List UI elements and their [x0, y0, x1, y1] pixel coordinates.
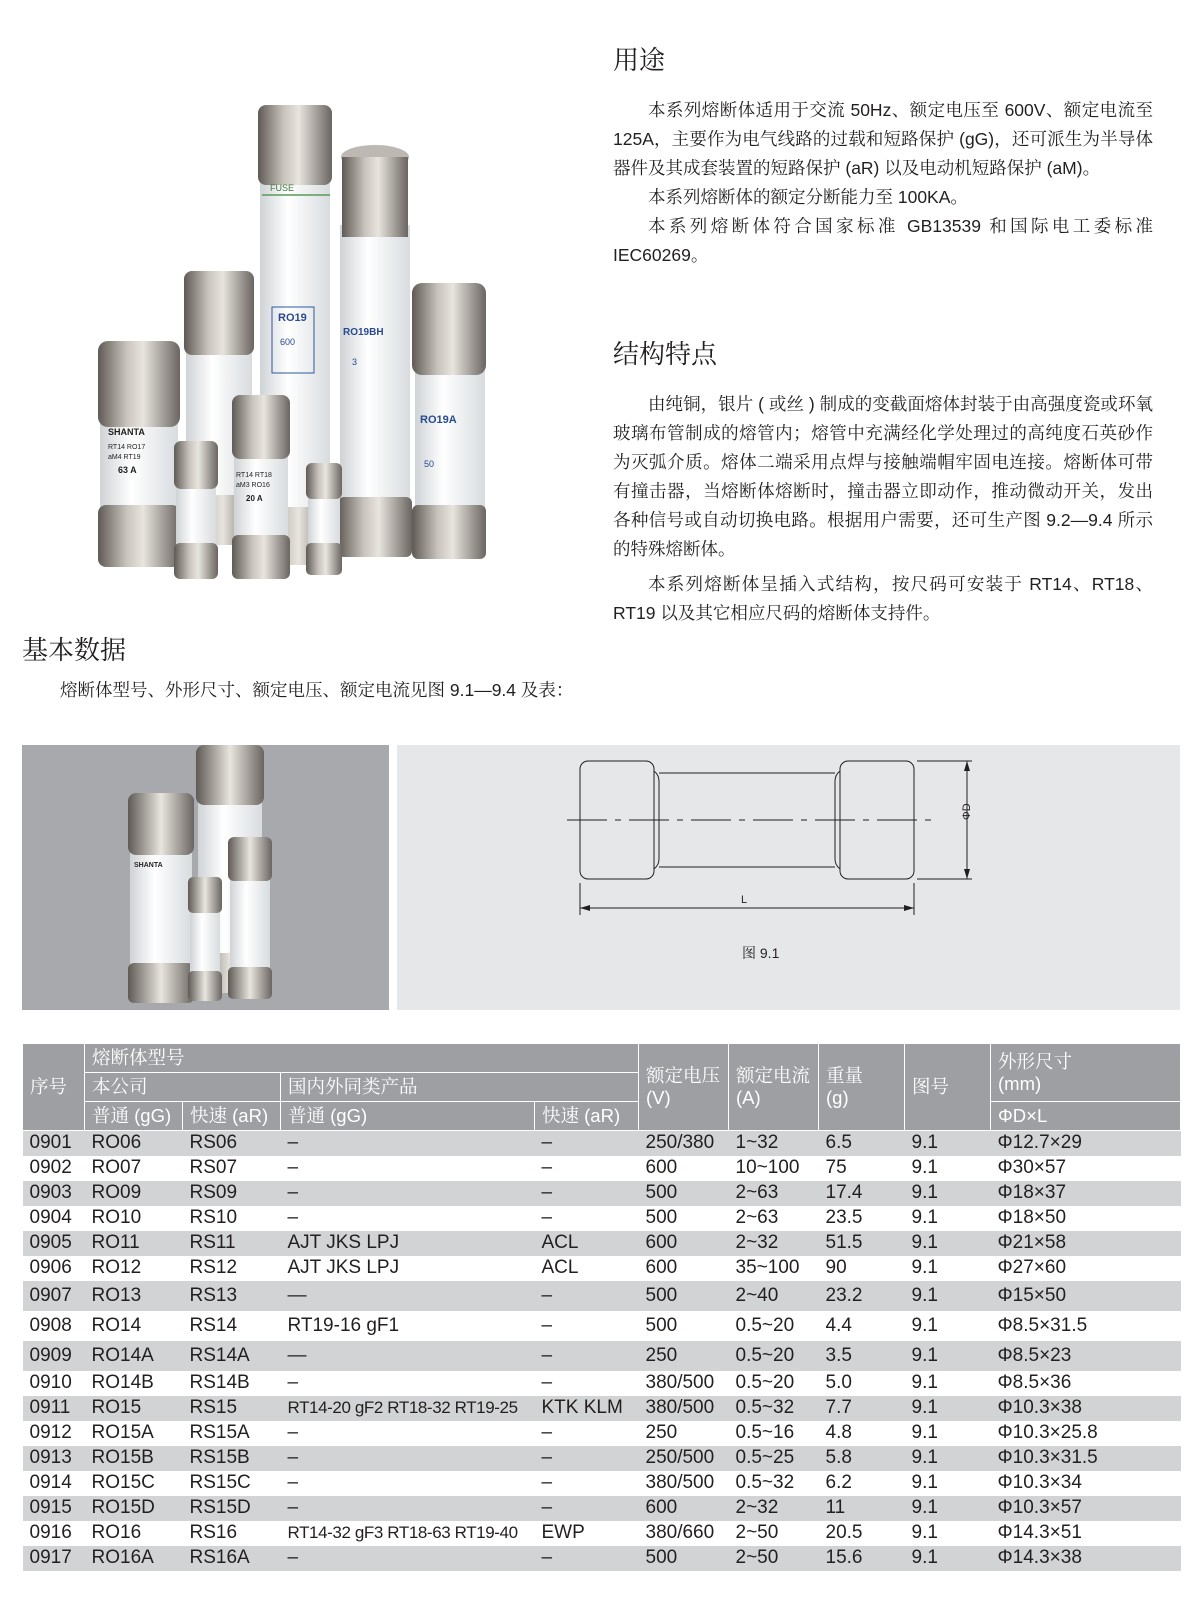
ro19a-label: RO19A	[420, 414, 457, 426]
cell-model-ar: RS09	[183, 1181, 281, 1206]
table-row	[23, 1471, 1181, 1496]
cell-model-gg: RO16A	[85, 1546, 183, 1571]
cell-model-ar: RS14A	[183, 1341, 281, 1371]
structure-paragraph: 本系列熔断体呈插入式结构，按尺码可安装于 RT14、RT18、RT19 以及其它相应尺码的熔断体支持件。	[613, 574, 1153, 623]
mid-amp: 20 A	[246, 494, 263, 503]
cell-domestic-gg: –	[281, 1131, 535, 1156]
cell-model-gg: RO15B	[85, 1446, 183, 1471]
cell-voltage: 500	[639, 1546, 729, 1571]
big-line1: RT14 RO17	[108, 444, 146, 451]
cell-seq: 0916	[23, 1521, 85, 1546]
cell-figure: 9.1	[905, 1421, 991, 1446]
table-row	[23, 1371, 1181, 1396]
cell-domestic-gg: AJT JKS LPJ	[281, 1231, 535, 1256]
usage-text	[613, 96, 1153, 270]
cell-domestic-ar: ACL	[535, 1256, 639, 1281]
basic-data-title: 基本数据	[22, 635, 127, 665]
cell-model-gg: RO14A	[85, 1341, 183, 1371]
cell-figure: 9.1	[905, 1181, 991, 1206]
cell-model-ar: RS15C	[183, 1471, 281, 1496]
cell-current: 2~50	[729, 1521, 819, 1546]
cell-voltage: 600	[639, 1231, 729, 1256]
cell-model-gg: RO15A	[85, 1421, 183, 1446]
cell-current: 1~32	[729, 1131, 819, 1156]
cell-seq: 0905	[23, 1231, 85, 1256]
cell-current: 0.5~20	[729, 1371, 819, 1396]
cell-weight: 23.2	[819, 1281, 905, 1311]
header-voltage: 额定电压 (V)	[639, 1044, 729, 1131]
cell-voltage: 600	[639, 1156, 729, 1181]
cell-figure: 9.1	[905, 1256, 991, 1281]
cell-weight: 3.5	[819, 1341, 905, 1371]
fuse-ro19a	[412, 283, 486, 559]
cell-dims: Φ10.3×25.8	[991, 1421, 1181, 1446]
cell-figure: 9.1	[905, 1206, 991, 1231]
header-current: 额定电流 (A)	[729, 1044, 819, 1131]
cell-dims: Φ10.3×31.5	[991, 1446, 1181, 1471]
cell-weight: 90	[819, 1256, 905, 1281]
product-photo-fuses	[90, 95, 510, 595]
cell-figure: 9.1	[905, 1281, 991, 1311]
cell-current: 2~32	[729, 1496, 819, 1521]
ro19bh-amp: 3	[352, 357, 358, 367]
table-row	[23, 1156, 1181, 1181]
structure-text	[613, 390, 1153, 628]
cell-seq: 0914	[23, 1471, 85, 1496]
figure-brand-label: SHANTA	[134, 862, 163, 869]
cell-seq: 0902	[23, 1156, 85, 1181]
cell-current: 0.5~32	[729, 1396, 819, 1421]
cell-model-ar: RS15A	[183, 1421, 281, 1446]
cell-domestic-ar: ACL	[535, 1231, 639, 1256]
cell-figure: 9.1	[905, 1396, 991, 1421]
cell-voltage: 250	[639, 1421, 729, 1446]
table-row	[23, 1181, 1181, 1206]
header-dims: 外形尺寸 (mm)	[991, 1044, 1181, 1102]
cell-domestic-ar: –	[535, 1341, 639, 1371]
cell-voltage: 250/500	[639, 1446, 729, 1471]
cell-model-ar: RS16	[183, 1521, 281, 1546]
cell-figure: 9.1	[905, 1341, 991, 1371]
header-domestic-ar: 快速 (aR)	[535, 1102, 639, 1131]
cell-seq: 0907	[23, 1281, 85, 1311]
cell-dims: Φ12.7×29	[991, 1131, 1181, 1156]
cell-voltage: 600	[639, 1496, 729, 1521]
mid-line1: RT14 RT18	[236, 472, 272, 479]
cell-seq: 0903	[23, 1181, 85, 1206]
cell-model-gg: RO14B	[85, 1371, 183, 1396]
cell-weight: 75	[819, 1156, 905, 1181]
cell-domestic-ar: –	[535, 1206, 639, 1231]
cell-voltage: 380/500	[639, 1471, 729, 1496]
cell-weight: 23.5	[819, 1206, 905, 1231]
cell-dims: Φ10.3×38	[991, 1396, 1181, 1421]
cell-voltage: 500	[639, 1181, 729, 1206]
header-domestic: 国内外同类产品	[281, 1073, 639, 1102]
cell-current: 0.5~20	[729, 1311, 819, 1341]
ro19-label: RO19	[278, 312, 307, 324]
header-weight: 重量 (g)	[819, 1044, 905, 1131]
cell-domestic-ar: –	[535, 1471, 639, 1496]
cell-weight: 15.6	[819, 1546, 905, 1571]
table-row	[23, 1281, 1181, 1311]
cell-voltage: 250/380	[639, 1131, 729, 1156]
cell-dims: Φ21×58	[991, 1231, 1181, 1256]
cell-model-gg: RO13	[85, 1281, 183, 1311]
cell-dims: Φ14.3×38	[991, 1546, 1181, 1571]
fuse-outline-diagram	[397, 745, 1180, 1010]
cell-voltage: 500	[639, 1311, 729, 1341]
cell-current: 2~63	[729, 1181, 819, 1206]
cell-weight: 11	[819, 1496, 905, 1521]
cell-domestic-gg: RT14-20 gF2 RT18-32 RT19-25	[281, 1396, 535, 1421]
cell-model-ar: RS15B	[183, 1446, 281, 1471]
ro19bh-label: RO19BH	[343, 327, 384, 338]
cell-current: 35~100	[729, 1256, 819, 1281]
cell-domestic-gg: RT19-16 gF1	[281, 1311, 535, 1341]
cell-weight: 5.0	[819, 1371, 905, 1396]
cell-dims: Φ27×60	[991, 1256, 1181, 1281]
cell-domestic-ar: –	[535, 1131, 639, 1156]
cell-dims: Φ8.5×23	[991, 1341, 1181, 1371]
cell-voltage: 250	[639, 1341, 729, 1371]
cell-model-ar: RS16A	[183, 1546, 281, 1571]
cell-dims: Φ18×50	[991, 1206, 1181, 1231]
cell-model-ar: RS07	[183, 1156, 281, 1181]
cell-domestic-ar: –	[535, 1446, 639, 1471]
usage-paragraph: 本系列熔断体的额定分断能力至 100KA。	[648, 187, 968, 207]
brand-label: SHANTA	[108, 427, 145, 437]
cell-current: 2~50	[729, 1546, 819, 1571]
structure-title: 结构特点	[613, 339, 718, 369]
cell-model-gg: RO15	[85, 1396, 183, 1421]
cell-domestic-gg: –	[281, 1446, 535, 1471]
figure-photo	[22, 745, 389, 1010]
ro19-voltage: 600	[280, 337, 296, 347]
cell-dims: Φ30×57	[991, 1156, 1181, 1181]
cell-current: 2~63	[729, 1206, 819, 1231]
usage-title: 用途	[613, 45, 666, 75]
cell-domestic-ar: –	[535, 1421, 639, 1446]
cell-domestic-ar: –	[535, 1311, 639, 1341]
header-company-gg: 普通 (gG)	[85, 1102, 183, 1131]
fuse-data-table	[22, 1043, 1181, 1571]
cell-domestic-gg: AJT JKS LPJ	[281, 1256, 535, 1281]
cell-voltage: 380/500	[639, 1396, 729, 1421]
cell-dims: Φ8.5×31.5	[991, 1311, 1181, 1341]
figure-photo-panel	[22, 745, 389, 1010]
table-row	[23, 1496, 1181, 1521]
cell-model-ar: RS10	[183, 1206, 281, 1231]
cell-current: 0.5~16	[729, 1421, 819, 1446]
cell-domestic-ar: –	[535, 1156, 639, 1181]
big-line2: aM4 RT19	[108, 454, 141, 461]
cell-model-ar: RS11	[183, 1231, 281, 1256]
cell-figure: 9.1	[905, 1496, 991, 1521]
cell-current: 2~32	[729, 1231, 819, 1256]
cell-figure: 9.1	[905, 1131, 991, 1156]
cell-domestic-gg: –	[281, 1181, 535, 1206]
table-row	[23, 1521, 1181, 1546]
cell-weight: 7.7	[819, 1396, 905, 1421]
table-row	[23, 1256, 1181, 1281]
cell-dims: Φ8.5×36	[991, 1371, 1181, 1396]
cell-weight: 5.8	[819, 1446, 905, 1471]
header-seq: 序号	[23, 1044, 85, 1131]
cell-model-ar: RS14B	[183, 1371, 281, 1396]
table-row	[23, 1341, 1181, 1371]
cell-weight: 6.2	[819, 1471, 905, 1496]
cell-voltage: 380/660	[639, 1521, 729, 1546]
basic-data-intro: 熔断体型号、外形尺寸、额定电压、额定电流见图 9.1—9.4 及表：	[60, 680, 574, 700]
table-row	[23, 1421, 1181, 1446]
cell-current: 0.5~25	[729, 1446, 819, 1471]
cell-model-gg: RO07	[85, 1156, 183, 1181]
cell-domestic-ar: KTK KLM	[535, 1396, 639, 1421]
header-model-group: 熔断体型号	[85, 1044, 639, 1073]
header-company-ar: 快速 (aR)	[183, 1102, 281, 1131]
mid-line2: aM3 RO16	[236, 482, 270, 489]
cell-dims: Φ15×50	[991, 1281, 1181, 1311]
table-row	[23, 1546, 1181, 1571]
cell-figure: 9.1	[905, 1546, 991, 1571]
cell-weight: 51.5	[819, 1231, 905, 1256]
cell-voltage: 500	[639, 1206, 729, 1231]
cell-domestic-gg: –	[281, 1421, 535, 1446]
cell-model-gg: RO14	[85, 1311, 183, 1341]
cell-dims: Φ10.3×34	[991, 1471, 1181, 1496]
cell-model-gg: RO12	[85, 1256, 183, 1281]
cell-domestic-gg: —	[281, 1281, 535, 1311]
cell-voltage: 380/500	[639, 1371, 729, 1396]
cell-domestic-gg: –	[281, 1496, 535, 1521]
cell-dims: Φ18×37	[991, 1181, 1181, 1206]
cell-seq: 0917	[23, 1546, 85, 1571]
fuse-small-a	[174, 441, 218, 579]
header-dims-sub: ΦD×L	[991, 1102, 1181, 1131]
cell-current: 0.5~32	[729, 1471, 819, 1496]
cell-figure: 9.1	[905, 1371, 991, 1396]
cell-domestic-gg: –	[281, 1471, 535, 1496]
cell-figure: 9.1	[905, 1471, 991, 1496]
cell-figure: 9.1	[905, 1311, 991, 1341]
cell-domestic-gg: –	[281, 1546, 535, 1571]
cell-model-ar: RS13	[183, 1281, 281, 1311]
cell-model-ar: RS12	[183, 1256, 281, 1281]
cell-domestic-gg: –	[281, 1371, 535, 1396]
length-label: L	[741, 894, 748, 906]
structure-paragraph: 由纯铜，银片 ( 或丝 ) 制成的变截面熔体封装于由高强度瓷或环氧玻璃布管制成的熔管内；熔管中充满经化学处理过的高纯度石英砂作为灭弧介质。熔体二端采用点焊与接触端帽牢固电连接。熔断体可带有撞击器，当熔断体熔断时，撞击器立即动作，推动微动开关，发出各种信号或自动切换电路。根据用户需要，还可生产图 9.2—9.4 所示的特殊熔断体。	[613, 394, 1153, 559]
cell-domestic-ar: –	[535, 1281, 639, 1311]
cell-domestic-ar: –	[535, 1546, 639, 1571]
fuse-20a	[232, 395, 290, 579]
cell-seq: 0908	[23, 1311, 85, 1341]
cell-domestic-gg: RT14-32 gF3 RT18-63 RT19-40	[281, 1521, 535, 1546]
cell-current: 2~40	[729, 1281, 819, 1311]
fuse-ro19bh	[338, 145, 412, 557]
cell-weight: 4.8	[819, 1421, 905, 1446]
cell-seq: 0912	[23, 1421, 85, 1446]
cell-model-gg: RO09	[85, 1181, 183, 1206]
cell-seq: 0913	[23, 1446, 85, 1471]
cell-model-gg: RO16	[85, 1521, 183, 1546]
table-row	[23, 1311, 1181, 1341]
figure-diagram-panel	[397, 745, 1180, 1010]
cell-seq: 0911	[23, 1396, 85, 1421]
cell-weight: 17.4	[819, 1181, 905, 1206]
ro19a-amp: 50	[424, 459, 435, 469]
fuse-label: FUSE	[270, 183, 295, 193]
cell-figure: 9.1	[905, 1231, 991, 1256]
cell-model-gg: RO10	[85, 1206, 183, 1231]
cell-domestic-ar: –	[535, 1496, 639, 1521]
cell-seq: 0906	[23, 1256, 85, 1281]
cell-figure: 9.1	[905, 1446, 991, 1471]
cell-model-ar: RS14	[183, 1311, 281, 1341]
cell-seq: 0901	[23, 1131, 85, 1156]
table-row	[23, 1131, 1181, 1156]
cell-current: 10~100	[729, 1156, 819, 1181]
cell-seq: 0904	[23, 1206, 85, 1231]
cell-domestic-ar: –	[535, 1371, 639, 1396]
fuse-small-b	[306, 463, 342, 575]
table-row	[23, 1231, 1181, 1256]
table-row	[23, 1206, 1181, 1231]
header-domestic-gg: 普通 (gG)	[281, 1102, 535, 1131]
cell-figure: 9.1	[905, 1156, 991, 1181]
fuse-big-left	[98, 341, 180, 567]
cell-model-gg: RO11	[85, 1231, 183, 1256]
cell-model-gg: RO15D	[85, 1496, 183, 1521]
cell-model-ar: RS06	[183, 1131, 281, 1156]
cell-dims: Φ10.3×57	[991, 1496, 1181, 1521]
usage-paragraph: 本系列熔断体符合国家标准 GB13539 和国际电工委标准 IEC60269。	[613, 216, 1153, 265]
table-row	[23, 1446, 1181, 1471]
big-amp: 63 A	[118, 465, 137, 475]
cell-seq: 0909	[23, 1341, 85, 1371]
cell-model-ar: RS15D	[183, 1496, 281, 1521]
cell-domestic-ar: EWP	[535, 1521, 639, 1546]
figure-caption: 图 9.1	[742, 945, 780, 961]
cell-weight: 20.5	[819, 1521, 905, 1546]
cell-weight: 6.5	[819, 1131, 905, 1156]
diameter-label: ΦD	[961, 803, 973, 820]
cell-domestic-gg: —	[281, 1341, 535, 1371]
cell-current: 0.5~20	[729, 1341, 819, 1371]
cell-model-gg: RO15C	[85, 1471, 183, 1496]
header-company: 本公司	[85, 1073, 281, 1102]
cell-seq: 0910	[23, 1371, 85, 1396]
table-row	[23, 1396, 1181, 1421]
cell-voltage: 600	[639, 1256, 729, 1281]
cell-model-ar: RS15	[183, 1396, 281, 1421]
cell-seq: 0915	[23, 1496, 85, 1521]
cell-domestic-gg: –	[281, 1206, 535, 1231]
cell-domestic-gg: –	[281, 1156, 535, 1181]
cell-domestic-ar: –	[535, 1181, 639, 1206]
header-figure: 图号	[905, 1044, 991, 1131]
cell-dims: Φ14.3×51	[991, 1521, 1181, 1546]
usage-paragraph: 本系列熔断体适用于交流 50Hz、额定电压至 600V、额定电流至 125A，主要作为电气线路的过载和短路保护 (gG)，还可派生为半导体器件及其成套装置的短路保护 (aR) 以及电动机短路保护 (aM)。	[613, 100, 1153, 178]
cell-weight: 4.4	[819, 1311, 905, 1341]
cell-model-gg: RO06	[85, 1131, 183, 1156]
cell-voltage: 500	[639, 1281, 729, 1311]
cell-figure: 9.1	[905, 1521, 991, 1546]
